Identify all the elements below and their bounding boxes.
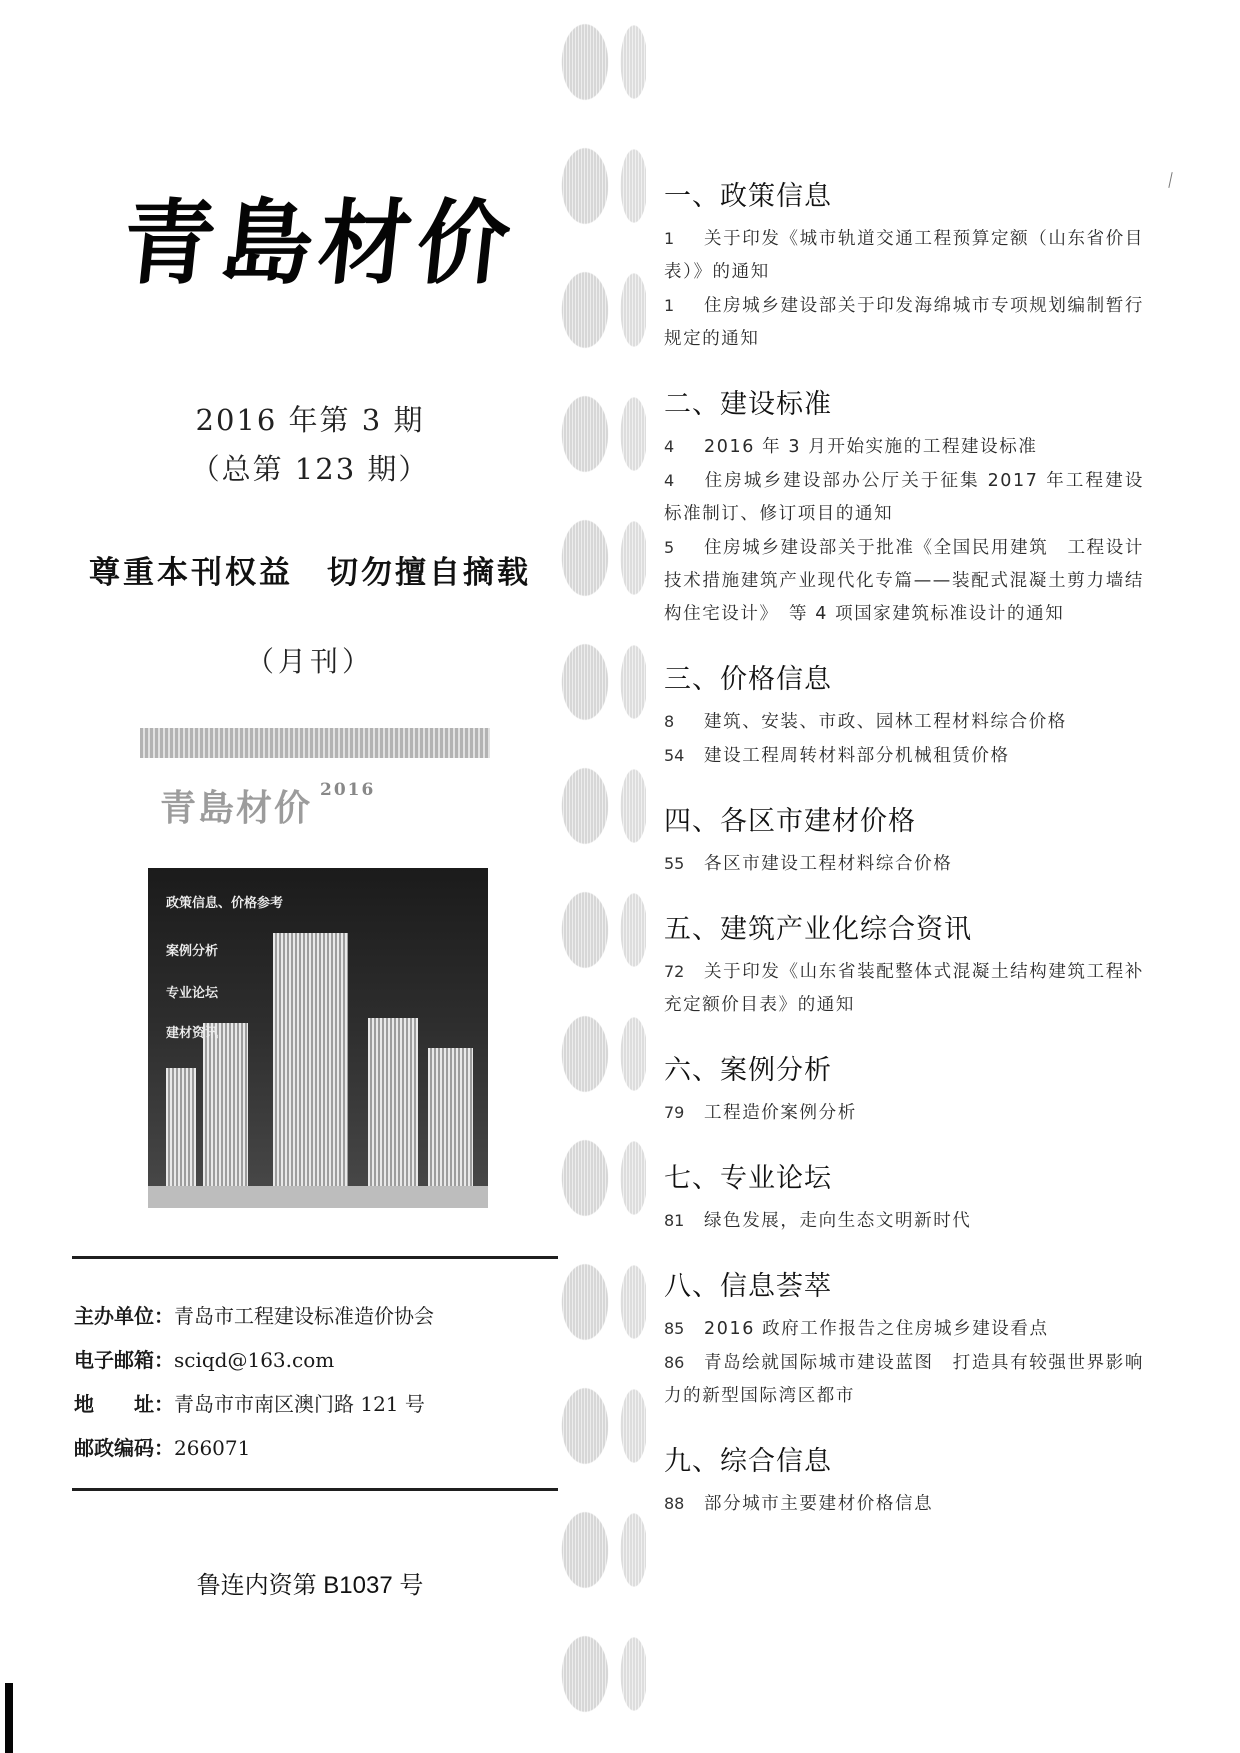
toc-section-heading: 九、综合信息 — [664, 1446, 832, 1477]
cover-menu-item: 政策信息、价格参考 — [166, 896, 284, 911]
postcode-label: 邮政编码： — [74, 1436, 174, 1460]
publication-frequency: （月刊） — [245, 645, 374, 678]
building-shape — [203, 1023, 248, 1208]
building-shape — [368, 1018, 418, 1208]
toc-entry-page: 55 — [664, 854, 685, 873]
toc-entry-page: 79 — [664, 1103, 685, 1122]
toc-entry-title: 2016 年 3 月开始实施的工程建设标准 — [704, 437, 1038, 457]
publisher-value: 青岛市工程建设标准造价协会 — [174, 1304, 434, 1328]
building-shape — [428, 1048, 473, 1208]
toc-entry[interactable] — [664, 847, 1144, 881]
toc-section-heading: 七、专业论坛 — [664, 1163, 832, 1194]
toc-entry[interactable] — [664, 1312, 1144, 1346]
toc-entry-page: 1 — [664, 229, 675, 248]
toc-section — [664, 178, 1144, 356]
email-label: 电子邮箱： — [74, 1348, 174, 1372]
toc-entry[interactable] — [664, 955, 1144, 1022]
cover-menu-item: 建材资讯 — [166, 1026, 219, 1041]
cover-thumbnail-logo — [160, 780, 490, 840]
toc-entry[interactable] — [664, 289, 1144, 356]
postcode-value: 266071 — [174, 1436, 251, 1460]
toc-section — [664, 1160, 1144, 1238]
toc-entry-title: 关于印发《城市轨道交通工程预算定额（山东省价目表）》的通知 — [664, 229, 1144, 282]
copyright-motto: 尊重本刊权益 切勿擅自摘载 — [89, 555, 531, 591]
toc-entry-title: 住房城乡建设部办公厅关于征集 2017 年工程建设标准制订、修订项目的通知 — [664, 471, 1144, 524]
divider-top — [72, 1256, 558, 1259]
toc-entry[interactable] — [664, 1487, 1144, 1521]
total-issue-number: （总第 123 期） — [190, 452, 430, 486]
toc-section — [664, 1268, 1144, 1413]
publisher-label: 主办单位： — [74, 1304, 174, 1328]
toc-section-heading: 五、建筑产业化综合资讯 — [664, 914, 972, 945]
postcode-row — [74, 1432, 250, 1461]
registration-number: 鲁连内资第 B1037 号 — [196, 1572, 424, 1599]
address-row — [74, 1388, 425, 1417]
toc-section-heading: 六、案例分析 — [664, 1055, 832, 1086]
toc-entry-page: 86 — [664, 1353, 685, 1372]
toc-entry-page: 4 — [664, 437, 675, 456]
divider-bottom — [72, 1488, 558, 1491]
cover-logo-text: 青島材价 — [160, 787, 313, 829]
toc-entry-page: 1 — [664, 296, 675, 315]
publisher-row — [74, 1300, 434, 1329]
scan-mark — [1168, 172, 1172, 188]
toc-entry-title: 2016 政府工作报告之住房城乡建设看点 — [704, 1319, 1049, 1339]
decorative-pattern-strip — [560, 0, 646, 1753]
toc-entry[interactable] — [664, 1204, 1144, 1238]
toc-entry-title: 各区市建设工程材料综合价格 — [704, 854, 953, 874]
toc-entry-page: 88 — [664, 1494, 685, 1513]
table-of-contents — [664, 178, 1144, 1551]
address-label: 地 址： — [74, 1392, 174, 1416]
toc-entry-page: 85 — [664, 1319, 685, 1338]
toc-entry[interactable] — [664, 430, 1144, 464]
toc-section-heading: 一、政策信息 — [664, 181, 832, 212]
toc-entry-title: 住房城乡建设部关于批准《全国民用建筑 工程设计技术措施建筑产业现代化专篇——装配式混凝土剪力墙结构住宅设计》 等 4 项国家建筑标准设计的通知 — [664, 538, 1144, 624]
email-row — [74, 1344, 334, 1373]
toc-section-heading: 三、价格信息 — [664, 664, 832, 695]
toc-section — [664, 1052, 1144, 1130]
toc-entry[interactable] — [664, 464, 1144, 531]
cover-menu-item: 专业论坛 — [166, 986, 219, 1001]
toc-entry-page: 81 — [664, 1211, 685, 1230]
toc-section — [664, 803, 1144, 881]
building-shape — [273, 933, 348, 1208]
toc-entry[interactable] — [664, 222, 1144, 289]
toc-entry[interactable] — [664, 531, 1144, 631]
cover-year: 2016 — [320, 780, 376, 800]
binding-mark — [5, 1683, 13, 1753]
toc-entry[interactable] — [664, 705, 1144, 739]
cover-menu-item: 案例分析 — [166, 944, 219, 959]
toc-entry-title: 建设工程周转材料部分机械租赁价格 — [704, 746, 1010, 766]
toc-section — [664, 661, 1144, 773]
building-base — [148, 1186, 488, 1208]
cover-thumbnail-header — [140, 728, 490, 758]
toc-entry-title: 部分城市主要建材价格信息 — [704, 1494, 934, 1514]
toc-entry-title: 关于印发《山东省装配整体式混凝土结构建筑工程补充定额价目表》的通知 — [664, 962, 1144, 1015]
toc-entry-title: 工程造价案例分析 — [704, 1103, 857, 1123]
issue-number: 2016 年第 3 期 — [195, 403, 425, 437]
toc-section-heading: 二、建设标准 — [664, 389, 832, 420]
email-value: sciqd@163.com — [174, 1348, 335, 1372]
toc-section — [664, 386, 1144, 631]
toc-section-heading: 八、信息荟萃 — [664, 1271, 832, 1302]
toc-entry-page: 72 — [664, 962, 685, 981]
toc-entry[interactable] — [664, 739, 1144, 773]
toc-entry-page: 54 — [664, 746, 685, 765]
toc-entry-title: 绿色发展，走向生态文明新时代 — [704, 1211, 972, 1231]
address-value: 青岛市市南区澳门路 121 号 — [174, 1392, 425, 1416]
toc-section-heading: 四、各区市建材价格 — [664, 806, 916, 837]
toc-entry-page: 8 — [664, 712, 675, 731]
toc-entry[interactable] — [664, 1346, 1144, 1413]
toc-section — [664, 911, 1144, 1022]
magazine-title: 青島材价 — [117, 189, 521, 297]
toc-entry[interactable] — [664, 1096, 1144, 1130]
toc-section — [664, 1443, 1144, 1521]
toc-entry-title: 住房城乡建设部关于印发海绵城市专项规划编制暂行规定的通知 — [664, 296, 1144, 349]
toc-entry-title: 建筑、安装、市政、园林工程材料综合价格 — [704, 712, 1067, 732]
toc-entry-page: 5 — [664, 538, 675, 557]
toc-entry-page: 4 — [664, 471, 675, 490]
toc-entry-title: 青岛绘就国际城市建设蓝图 打造具有较强世界影响力的新型国际湾区都市 — [664, 1353, 1144, 1406]
cover-thumbnail-image — [148, 868, 488, 1208]
